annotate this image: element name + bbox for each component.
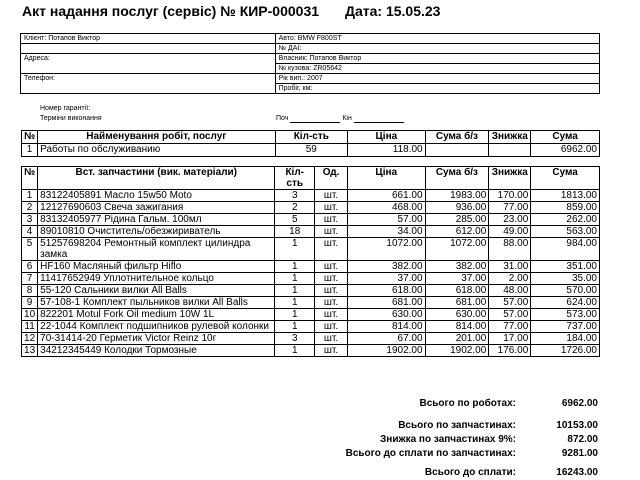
parts-row (22, 285, 600, 297)
cell-price: 630.00 (347, 309, 425, 321)
works-col-discount: Знижка (489, 131, 531, 144)
cell-unit: шт. (315, 226, 348, 238)
cell-num: 12 (22, 333, 38, 345)
cell-sum: 262.00 (531, 214, 600, 226)
cell-sum: 737.00 (531, 321, 600, 333)
cell-num: 9 (22, 297, 38, 309)
works-row (22, 144, 600, 157)
cell-sum: 6962.00 (531, 144, 600, 157)
parts-row (22, 226, 600, 238)
cell-discount: 57.00 (489, 297, 531, 309)
cell-name: 822201 Motul Fork Oil medium 10W 1L (38, 309, 275, 321)
cell-discount: 31.00 (489, 261, 531, 273)
cell-unit: шт. (315, 297, 348, 309)
works-col-name: Найменування робіт, послуг (38, 131, 275, 144)
cell-qty: 59 (275, 144, 348, 157)
cell-price: 118.00 (348, 144, 426, 157)
cell-name: Работы по обслуживанию (38, 144, 275, 157)
cell-price: 57.00 (347, 214, 425, 226)
total-discount-label: Знижка по запчастинах 9%: (380, 434, 516, 445)
cell-sum: 1813.00 (531, 190, 600, 202)
cell-sum-nodisc: 681.00 (425, 297, 489, 309)
cell-unit: шт. (315, 309, 348, 321)
parts-row (22, 297, 600, 309)
cell-num: 6 (22, 261, 38, 273)
client-field: Клієнт: Потапов Виктор (21, 34, 276, 44)
cell-qty: 1 (275, 321, 315, 333)
cell-num: 13 (22, 345, 38, 357)
mileage-field: Пробіг, км: (275, 84, 599, 94)
cell-sum-nodisc: 1902.00 (425, 345, 489, 357)
grand-total-label: Всього до сплати: (424, 467, 516, 478)
auto-field: Авто: BMW F800ST (275, 34, 599, 44)
cell-sum: 624.00 (531, 297, 600, 309)
address-field: Адреса: (21, 54, 276, 64)
total-discount-value: 872.00 (567, 434, 598, 445)
cell-sum-nodisc: 612.00 (425, 226, 489, 238)
cell-unit: шт. (315, 345, 348, 357)
cell-price: 1902.00 (347, 345, 425, 357)
total-parts-pay-value: 9281.00 (561, 448, 598, 459)
cell-sum-nodisc: 382.00 (425, 261, 489, 273)
cell-discount: 2.00 (489, 273, 531, 285)
cell-name: 11417652949 Уплотнительное кольцо (38, 273, 275, 285)
parts-col-price: Ціна (347, 167, 425, 190)
document-title: Акт надання послуг (сервіс) № КИР-000031 (22, 3, 320, 19)
terms-label: Терміни виконання (40, 115, 102, 122)
cell-qty: 1 (275, 297, 315, 309)
works-col-price: Ціна (348, 131, 426, 144)
cell-num: 11 (22, 321, 38, 333)
cell-qty: 1 (275, 238, 315, 261)
blank-cell (21, 44, 276, 54)
works-col-qty: Кіл-сть (275, 131, 348, 144)
cell-discount (489, 144, 531, 157)
cell-unit: шт. (315, 238, 348, 261)
cell-price: 382.00 (347, 261, 425, 273)
year-field: Рік вип.: 2007 (275, 74, 599, 84)
cell-name: 34212345449 Колодки Тормозные (38, 345, 275, 357)
cell-price: 1072.00 (347, 238, 425, 261)
cell-name: 70-31414-20 Герметик Victor Reinz 10г (38, 333, 275, 345)
cell-name: 89010810 Очиститель/обезжириватель (38, 226, 275, 238)
info-table (20, 33, 600, 94)
cell-sum-nodisc: 1983.00 (425, 190, 489, 202)
cell-discount: 176.00 (489, 345, 531, 357)
cell-num: 2 (22, 202, 38, 214)
cell-qty: 1 (275, 285, 315, 297)
parts-row (22, 321, 600, 333)
cell-unit: шт. (315, 261, 348, 273)
cell-price: 37.00 (347, 273, 425, 285)
owner-field: Власник: Потапов Виктор (275, 54, 599, 64)
parts-header-row (22, 167, 600, 190)
parts-row (22, 345, 600, 357)
cell-num: 3 (22, 214, 38, 226)
parts-row (22, 238, 600, 261)
cell-price: 681.00 (347, 297, 425, 309)
cell-qty: 2 (275, 202, 315, 214)
cell-sum: 859.00 (531, 202, 600, 214)
parts-col-sum: Сума (531, 167, 600, 190)
cell-sum: 563.00 (531, 226, 600, 238)
total-parts-value: 10153.00 (556, 420, 598, 431)
cell-num: 10 (22, 309, 38, 321)
cell-sum: 573.00 (531, 309, 600, 321)
parts-row (22, 214, 600, 226)
cell-unit: шт. (315, 190, 348, 202)
total-parts-pay-label: Всього до сплати по запчастинах: (345, 448, 516, 459)
total-parts-label: Всього по запчастинах: (398, 420, 516, 431)
cell-unit: шт. (315, 333, 348, 345)
cell-discount: 17.00 (489, 333, 531, 345)
cell-sum-nodisc (425, 144, 489, 157)
cell-qty: 1 (275, 273, 315, 285)
cell-sum: 984.00 (531, 238, 600, 261)
cell-qty: 3 (275, 333, 315, 345)
cell-discount: 170.00 (489, 190, 531, 202)
from-line (290, 122, 340, 123)
from-label: Поч (276, 115, 289, 122)
grand-total-value: 16243.00 (556, 467, 598, 478)
phone-field: Телефон: (21, 74, 276, 84)
cell-name: 55-120 Сальники вилки All Balls (38, 285, 275, 297)
cell-unit: шт. (315, 202, 348, 214)
cell-name: 51257698204 Ремонтный комплект цилиндра замка (38, 238, 275, 261)
works-col-num: № (22, 131, 38, 144)
cell-price: 814.00 (347, 321, 425, 333)
cell-discount: 57.00 (489, 309, 531, 321)
cell-num: 4 (22, 226, 38, 238)
cell-price: 468.00 (347, 202, 425, 214)
parts-table (21, 166, 600, 357)
blank-cell (21, 84, 276, 94)
cell-discount: 77.00 (489, 321, 531, 333)
dai-field: № ДАІ: (275, 44, 599, 54)
parts-col-discount: Знижка (489, 167, 531, 190)
cell-name: 12127690603 Свеча зажигания (38, 202, 275, 214)
parts-row (22, 309, 600, 321)
parts-row (22, 261, 600, 273)
cell-qty: 3 (275, 190, 315, 202)
total-works-value: 6962.00 (561, 398, 598, 409)
works-col-sum: Сума (531, 131, 600, 144)
terms-from (276, 114, 404, 123)
cell-sum-nodisc: 201.00 (425, 333, 489, 345)
parts-row (22, 202, 600, 214)
cell-sum: 35.00 (531, 273, 600, 285)
cell-price: 618.00 (347, 285, 425, 297)
cell-sum-nodisc: 1072.00 (425, 238, 489, 261)
parts-col-name: Вст. запчастини (вик. матеріали) (38, 167, 275, 190)
cell-qty: 1 (275, 309, 315, 321)
parts-col-qty: Кіл-сть (275, 167, 315, 190)
body-number-field: № кузова: ZR05642 (275, 64, 599, 74)
cell-name: 83122405891 Масло 15w50 Moto (38, 190, 275, 202)
cell-qty: 5 (275, 214, 315, 226)
cell-qty: 1 (275, 261, 315, 273)
cell-discount: 48.00 (489, 285, 531, 297)
cell-sum: 351.00 (531, 261, 600, 273)
cell-sum-nodisc: 37.00 (425, 273, 489, 285)
to-line (354, 122, 404, 123)
cell-sum: 1726.00 (531, 345, 600, 357)
parts-row (22, 190, 600, 202)
works-col-sum-nodisc: Сума б/з (425, 131, 489, 144)
cell-discount: 77.00 (489, 202, 531, 214)
cell-sum-nodisc: 618.00 (425, 285, 489, 297)
cell-discount: 88.00 (489, 238, 531, 261)
cell-name: HF160 Масляный фильтр Hiflo (38, 261, 275, 273)
cell-sum-nodisc: 630.00 (425, 309, 489, 321)
parts-col-num: № (22, 167, 38, 190)
cell-qty: 18 (275, 226, 315, 238)
blank-cell (21, 64, 276, 74)
document-date: Дата: 15.05.23 (345, 3, 441, 19)
cell-qty: 1 (275, 345, 315, 357)
cell-unit: шт. (315, 285, 348, 297)
cell-discount: 23.00 (489, 214, 531, 226)
cell-num: 1 (22, 190, 38, 202)
cell-unit: шт. (315, 321, 348, 333)
cell-num: 8 (22, 285, 38, 297)
cell-sum-nodisc: 285.00 (425, 214, 489, 226)
parts-row (22, 333, 600, 345)
cell-sum-nodisc: 936.00 (425, 202, 489, 214)
cell-num: 7 (22, 273, 38, 285)
cell-sum: 570.00 (531, 285, 600, 297)
parts-col-unit: Од. (315, 167, 348, 190)
cell-sum: 184.00 (531, 333, 600, 345)
cell-sum-nodisc: 814.00 (425, 321, 489, 333)
works-table (21, 130, 600, 157)
cell-unit: шт. (315, 273, 348, 285)
parts-col-sum-nodisc: Сума б/з (425, 167, 489, 190)
parts-row (22, 273, 600, 285)
cell-name: 22-1044 Комплект подшипников рулевой колонки (38, 321, 275, 333)
cell-price: 67.00 (347, 333, 425, 345)
cell-discount: 49.00 (489, 226, 531, 238)
to-label: Кін (342, 115, 352, 122)
cell-price: 661.00 (347, 190, 425, 202)
cell-name: 57-108-1 Комплект пыльников вилки All Balls (38, 297, 275, 309)
cell-name: 83132405977 Рідина Гальм. 100мл (38, 214, 275, 226)
cell-num: 5 (22, 238, 38, 261)
cell-num: 1 (22, 144, 38, 157)
cell-unit: шт. (315, 214, 348, 226)
total-works-label: Всього по роботах: (419, 398, 516, 409)
works-header-row (22, 131, 600, 144)
cell-price: 34.00 (347, 226, 425, 238)
warranty-label: Номер гарантії: (40, 105, 91, 112)
